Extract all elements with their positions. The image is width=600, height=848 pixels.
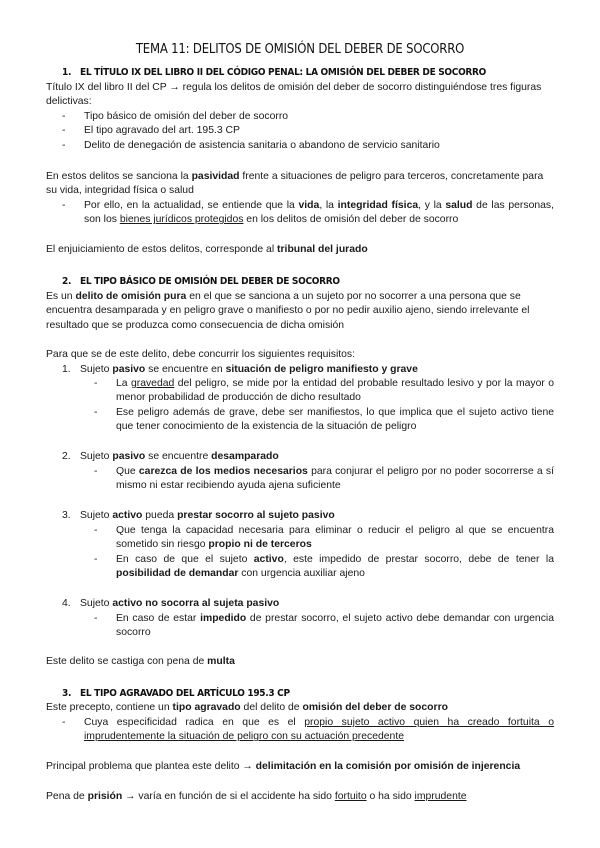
text: para conjurar el peligro por no poder socorrerse a sí mismo ni estar recibiendo ayuda ajena suficiente xyxy=(116,466,554,492)
section-1-paragraph-3 xyxy=(46,243,554,257)
emphasis: desamparado xyxy=(211,451,279,462)
arrow-icon: → xyxy=(122,791,139,802)
text: , este impedido de prestar socorro, debe de tener la xyxy=(283,553,554,565)
text: La xyxy=(116,378,131,389)
text: Pena de xyxy=(46,791,88,802)
text: pueda xyxy=(142,510,178,521)
emphasis: impedido xyxy=(200,613,247,624)
item-number: 1. xyxy=(62,364,71,375)
text: Sujeto xyxy=(80,510,113,521)
emphasis: vida xyxy=(298,200,320,211)
text: con urgencia auxiliar ajeno xyxy=(238,567,365,579)
text: Que xyxy=(116,466,139,477)
item-number: 4. xyxy=(62,598,71,609)
text: se encuentre en xyxy=(145,364,226,375)
section-2-paragraph-3 xyxy=(46,655,554,669)
section-1-intro xyxy=(46,81,554,110)
text: Este precepto, contiene un xyxy=(46,702,173,713)
text: de las personas, son los xyxy=(84,200,555,226)
text: varía en función de si el accidente ha sido xyxy=(138,791,335,802)
text: en los delitos de omisión del deber de socorro xyxy=(243,214,459,226)
section-1-paragraph-2 xyxy=(46,170,554,199)
requirement-4 xyxy=(62,597,279,611)
emphasis: tribunal del jurado xyxy=(277,244,368,255)
emphasis: salud xyxy=(445,200,473,211)
section-3-paragraph-2 xyxy=(46,760,554,774)
text: Es un xyxy=(46,291,76,302)
intro-text-cont: regula los delitos de omisión del deber de socorro distinguiéndose tres figuras delictivas: xyxy=(46,82,542,108)
section-3-paragraph-1 xyxy=(46,701,554,715)
requirement-3-list xyxy=(94,524,554,581)
list-item xyxy=(94,524,554,553)
section-3-heading xyxy=(62,687,290,701)
text: Sujeto xyxy=(80,598,113,609)
section-2-paragraph-2: Para que se de este delito, debe concurrir los siguientes requisitos: xyxy=(46,349,356,360)
section-2-paragraph-1 xyxy=(46,290,554,333)
emphasis: carezca de los medios necesarios xyxy=(138,466,308,477)
section-1-number: 1. xyxy=(62,67,72,78)
requirement-3 xyxy=(62,509,335,523)
emphasis: integridad física xyxy=(337,200,419,211)
intro-text: Título IX del libro II del CP xyxy=(46,82,170,93)
list-item xyxy=(94,612,554,641)
requirement-4-list xyxy=(94,612,554,641)
text: Por ello, en la actualidad, se entiende que la xyxy=(84,200,299,211)
requirement-1-list xyxy=(94,377,554,434)
emphasis: pasivo xyxy=(112,451,146,462)
underlined-text: fortuito xyxy=(334,791,367,802)
underlined-text: propio sujeto activo quien ha creado fortuita o imprudentemente la situación de peligro con su actuación precedente xyxy=(84,717,554,743)
text: frente a situaciones de peligro para terceros, concretamente para su vida, integridad física o salud xyxy=(46,171,544,197)
emphasis: pasivo xyxy=(112,364,146,375)
requirement-2-list xyxy=(94,465,554,494)
text: En caso de que el sujeto xyxy=(116,553,254,565)
text: Sujeto xyxy=(80,364,113,375)
arrow-icon: → xyxy=(242,761,253,772)
text: En estos delitos se sanciona la xyxy=(46,171,192,182)
text: , y la xyxy=(418,200,446,211)
list-item xyxy=(94,465,554,494)
section-3-number: 3. xyxy=(62,688,72,699)
list-item: - Ese peligro además de grave, debe ser manifiestos, lo que implica que el sujeto activo tiene que tener conocimiento de la existencia de la situación de peligro xyxy=(94,406,554,435)
emphasis: activo no socorra al sujeta pasivo xyxy=(112,598,280,609)
text: En caso de estar xyxy=(116,613,201,624)
requirement-2 xyxy=(62,450,279,464)
text: Principal problema que plantea este delito xyxy=(46,761,243,772)
text: Que tenga la capacidad necesaria para eliminar o reducir el peligro al que se encuentra sometido sin riesgo xyxy=(116,525,554,551)
text: o ha sido xyxy=(366,791,415,802)
text: de prestar socorro, el sujeto activo debe demandar con urgencia socorro xyxy=(116,613,554,639)
emphasis: prisión xyxy=(87,791,123,802)
list-item: - Tipo básico de omisión del deber de socorro xyxy=(62,110,542,124)
text: del peligro, se mide por la entidad del probable resultado lesivo y por la mayor o menor probabilidad de producción de dicho resultado xyxy=(116,378,554,404)
delict-types-list xyxy=(62,110,542,153)
text: Este delito se castiga con pena de xyxy=(46,656,208,667)
emphasis: omisión del deber de socorro xyxy=(302,702,448,713)
section-2-title: EL TIPO BÁSICO DE OMISIÓN DEL DEBER DE SOCORRO xyxy=(80,276,340,287)
aggravated-type-list xyxy=(62,716,554,745)
underlined-text: bienes jurídicos protegidos xyxy=(119,214,244,226)
emphasis: prestar socorro al sujeto pasivo xyxy=(177,510,335,521)
text: en el que se sanciona a un sujeto por no socorrer a una persona que se encuentra desamparada y en peligro grave o manifiesto o por no pedir auxilio ajeno, siendo irrelevante el resultado que se produzca como consecuencia de dicha omisión xyxy=(46,291,530,331)
emphasis: tipo agravado xyxy=(172,702,241,713)
list-item: - El tipo agravado del art. 195.3 CP xyxy=(62,124,542,138)
item-number: 3. xyxy=(62,510,71,521)
emphasis: activo xyxy=(253,553,284,565)
section-2-heading xyxy=(62,275,340,289)
list-item xyxy=(94,553,554,582)
text: , la xyxy=(319,200,338,211)
underlined-text: gravedad xyxy=(130,378,175,389)
emphasis: situación de peligro manifiesto y grave xyxy=(225,364,418,375)
emphasis: delimitación en la comisión por omisión de injerencia xyxy=(252,761,521,772)
text: se encuentre xyxy=(145,451,212,462)
list-item xyxy=(94,377,554,406)
section-1-heading xyxy=(62,66,486,80)
section-1-title: EL TÍTULO IX DEL LIBRO II DEL CÓDIGO PENAL: LA OMISIÓN DEL DEBER DE SOCORRO xyxy=(80,67,487,78)
list-item xyxy=(62,199,554,228)
page-title: TEMA 11: DELITOS DE OMISIÓN DEL DEBER DE SOCORRO xyxy=(135,42,465,57)
emphasis: propio ni de terceros xyxy=(208,539,312,551)
protected-goods-list xyxy=(62,199,554,228)
underlined-text: imprudente xyxy=(414,791,467,802)
section-2-number: 2. xyxy=(62,276,72,287)
list-item: - Delito de denegación de asistencia sanitaria o abandono de servicio sanitario xyxy=(62,139,542,153)
emphasis: posibilidad de demandar xyxy=(116,567,239,579)
text: Sujeto xyxy=(80,451,113,462)
list-item xyxy=(62,716,554,745)
emphasis: pasividad xyxy=(191,171,240,182)
item-number: 2. xyxy=(62,451,71,462)
section-3-paragraph-3 xyxy=(46,790,554,804)
text: Cuya especificidad radica en que es el xyxy=(84,717,305,728)
emphasis: multa xyxy=(207,656,235,667)
text: del delito de xyxy=(240,702,303,713)
section-3-title: EL TIPO AGRAVADO DEL ARTÍCULO 195.3 CP xyxy=(80,688,290,699)
emphasis: activo xyxy=(112,510,143,521)
emphasis: delito de omisión pura xyxy=(75,291,187,302)
arrow-icon: → xyxy=(169,82,180,93)
requirement-1 xyxy=(62,363,418,377)
text: El enjuiciamiento de estos delitos, corresponde al xyxy=(46,244,278,255)
